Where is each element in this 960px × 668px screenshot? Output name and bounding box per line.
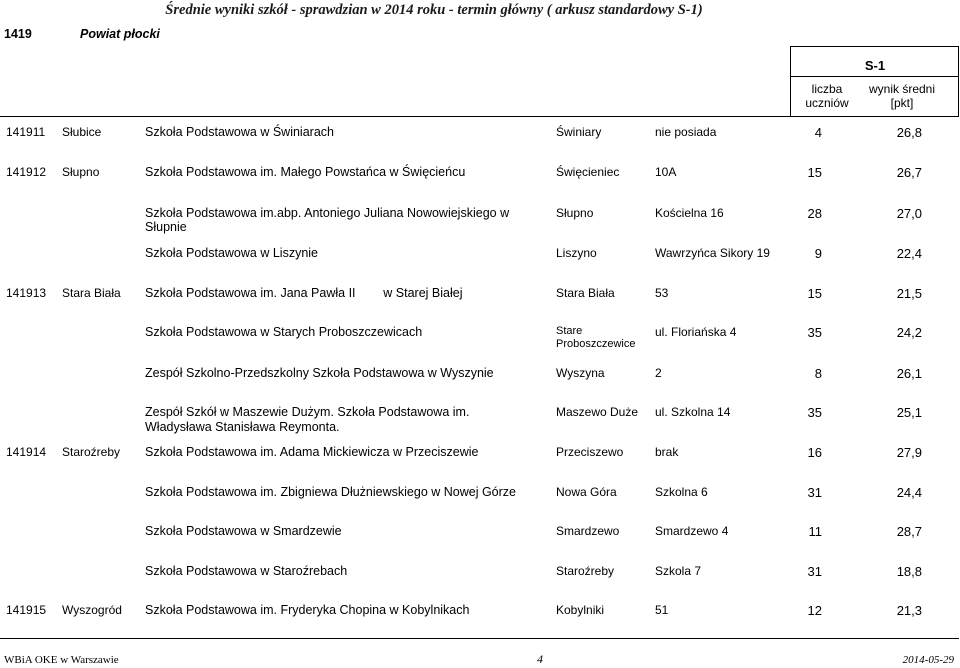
student-count: 12 [807, 603, 822, 618]
header-box-left-border [790, 46, 791, 116]
average-score: 21,5 [896, 286, 922, 301]
town: Przeciszewo [556, 445, 624, 459]
town: Stare Proboszczewice [556, 325, 636, 350]
powiat-code: 1419 [4, 27, 32, 41]
school-name: Zespół Szkolno-Przedszkolny Szkoła Podstawowa w Wyszynie [145, 366, 494, 380]
address: Szkola 7 [655, 564, 702, 578]
average-score: 22,4 [896, 246, 922, 261]
address: 51 [655, 603, 669, 617]
address: ul. Floriańska 4 [655, 325, 737, 339]
school-name: Szkoła Podstawowa im. Jana Pawła II w Starej Białej [145, 286, 463, 300]
gmina-code: 141914 [6, 445, 47, 459]
average-score: 27,0 [896, 206, 922, 221]
gmina-name: Słupno [62, 165, 100, 179]
town: Liszyno [556, 246, 597, 260]
school-name: Szkoła Podstawowa w Starych Proboszczewicach [145, 325, 423, 339]
average-score: 26,8 [896, 125, 922, 140]
powiat-name: Powiat płocki [80, 27, 160, 41]
group-header-s1: S-1 [864, 58, 886, 73]
header-box-top-border [790, 46, 959, 47]
address: ul. Szkolna 14 [655, 405, 731, 419]
school-name: Szkoła Podstawowa im. Fryderyka Chopina w Kobylnikach [145, 603, 470, 617]
town: Słupno [556, 206, 594, 220]
footer-rule [0, 638, 959, 639]
header-box-right-border [958, 46, 959, 116]
average-score: 25,1 [896, 405, 922, 420]
average-score: 18,8 [896, 564, 922, 579]
student-count: 9 [814, 246, 822, 261]
school-name: Szkoła Podstawowa im. Małego Powstańca w Święcieńcu [145, 165, 466, 179]
town: Świniary [556, 125, 602, 139]
gmina-code: 141912 [6, 165, 47, 179]
average-score: 27,9 [896, 445, 922, 460]
average-score: 21,3 [896, 603, 922, 618]
address: 53 [655, 286, 669, 300]
header-box-mid-border [790, 76, 959, 77]
town: Smardzewo [556, 524, 620, 538]
student-count: 15 [807, 165, 822, 180]
average-score: 24,2 [896, 325, 922, 340]
student-count: 16 [807, 445, 822, 460]
average-score: 26,7 [896, 165, 922, 180]
address: nie posiada [655, 125, 717, 139]
school-name: Szkoła Podstawowa im. Adama Mickiewicza w Przeciszewie [145, 445, 479, 459]
gmina-code: 141913 [6, 286, 47, 300]
student-count: 35 [807, 325, 822, 340]
gmina-name: Stara Biała [62, 286, 121, 300]
address: 2 [655, 366, 662, 380]
student-count: 35 [807, 405, 822, 420]
address: Szkolna 6 [655, 485, 708, 499]
school-name: Szkoła Podstawowa im.abp. Antoniego Juliana Nowowiejskiego w Słupnie [145, 206, 510, 234]
footer-date: 2014-05-29 [902, 654, 954, 666]
address: Kościelna 16 [655, 206, 724, 220]
student-count: 8 [814, 366, 822, 381]
student-count: 31 [807, 485, 822, 500]
average-score: 24,4 [896, 485, 922, 500]
town: Stara Biała [556, 286, 615, 300]
student-count: 28 [807, 206, 822, 221]
school-name: Szkoła Podstawowa w Staroźrebach [145, 564, 348, 578]
address: brak [655, 445, 679, 459]
student-count: 15 [807, 286, 822, 301]
col-header-avg: wynik średni [pkt] [868, 82, 936, 110]
school-name: Szkoła Podstawowa w Świniarach [145, 125, 334, 139]
gmina-name: Staroźreby [62, 445, 121, 459]
school-name: Szkoła Podstawowa w Smardzewie [145, 524, 342, 538]
student-count: 4 [814, 125, 822, 140]
school-name: Zespół Szkół w Maszewie Dużym. Szkoła Podstawowa im. Władysława Stanisława Reymonta. [145, 405, 470, 434]
average-score: 26,1 [896, 366, 922, 381]
gmina-name: Słubice [62, 125, 102, 139]
town: Wyszyna [556, 366, 605, 380]
gmina-code: 141911 [6, 125, 46, 139]
town: Staroźreby [556, 564, 615, 578]
town: Kobylniki [556, 603, 605, 617]
town: Nowa Góra [556, 485, 617, 499]
page-title: Średnie wyniki szkół - sprawdzian w 2014 roku - termin główny ( arkusz standardowy S-1) [165, 2, 703, 18]
address: Smardzewo 4 [655, 524, 729, 538]
school-name: Szkoła Podstawowa im. Zbigniewa Dłużniewskiego w Nowej Górze [145, 485, 516, 499]
col-header-count: liczba uczniów [805, 82, 849, 110]
gmina-code: 141915 [6, 603, 47, 617]
page-number: 4 [537, 652, 543, 666]
town: Maszewo Duże [556, 405, 639, 419]
gmina-name: Wyszogród [62, 603, 122, 617]
town: Święcieniec [556, 165, 620, 179]
school-name: Szkoła Podstawowa w Liszynie [145, 246, 318, 260]
footer-institution: WBiA OKE w Warszawie [4, 654, 119, 666]
student-count: 31 [807, 564, 822, 579]
student-count: 11 [808, 524, 822, 539]
average-score: 28,7 [896, 524, 922, 539]
address: Wawrzyńca Sikory 19 [655, 246, 770, 260]
address: 10A [655, 165, 677, 179]
header-box-bottom-border [0, 116, 959, 117]
